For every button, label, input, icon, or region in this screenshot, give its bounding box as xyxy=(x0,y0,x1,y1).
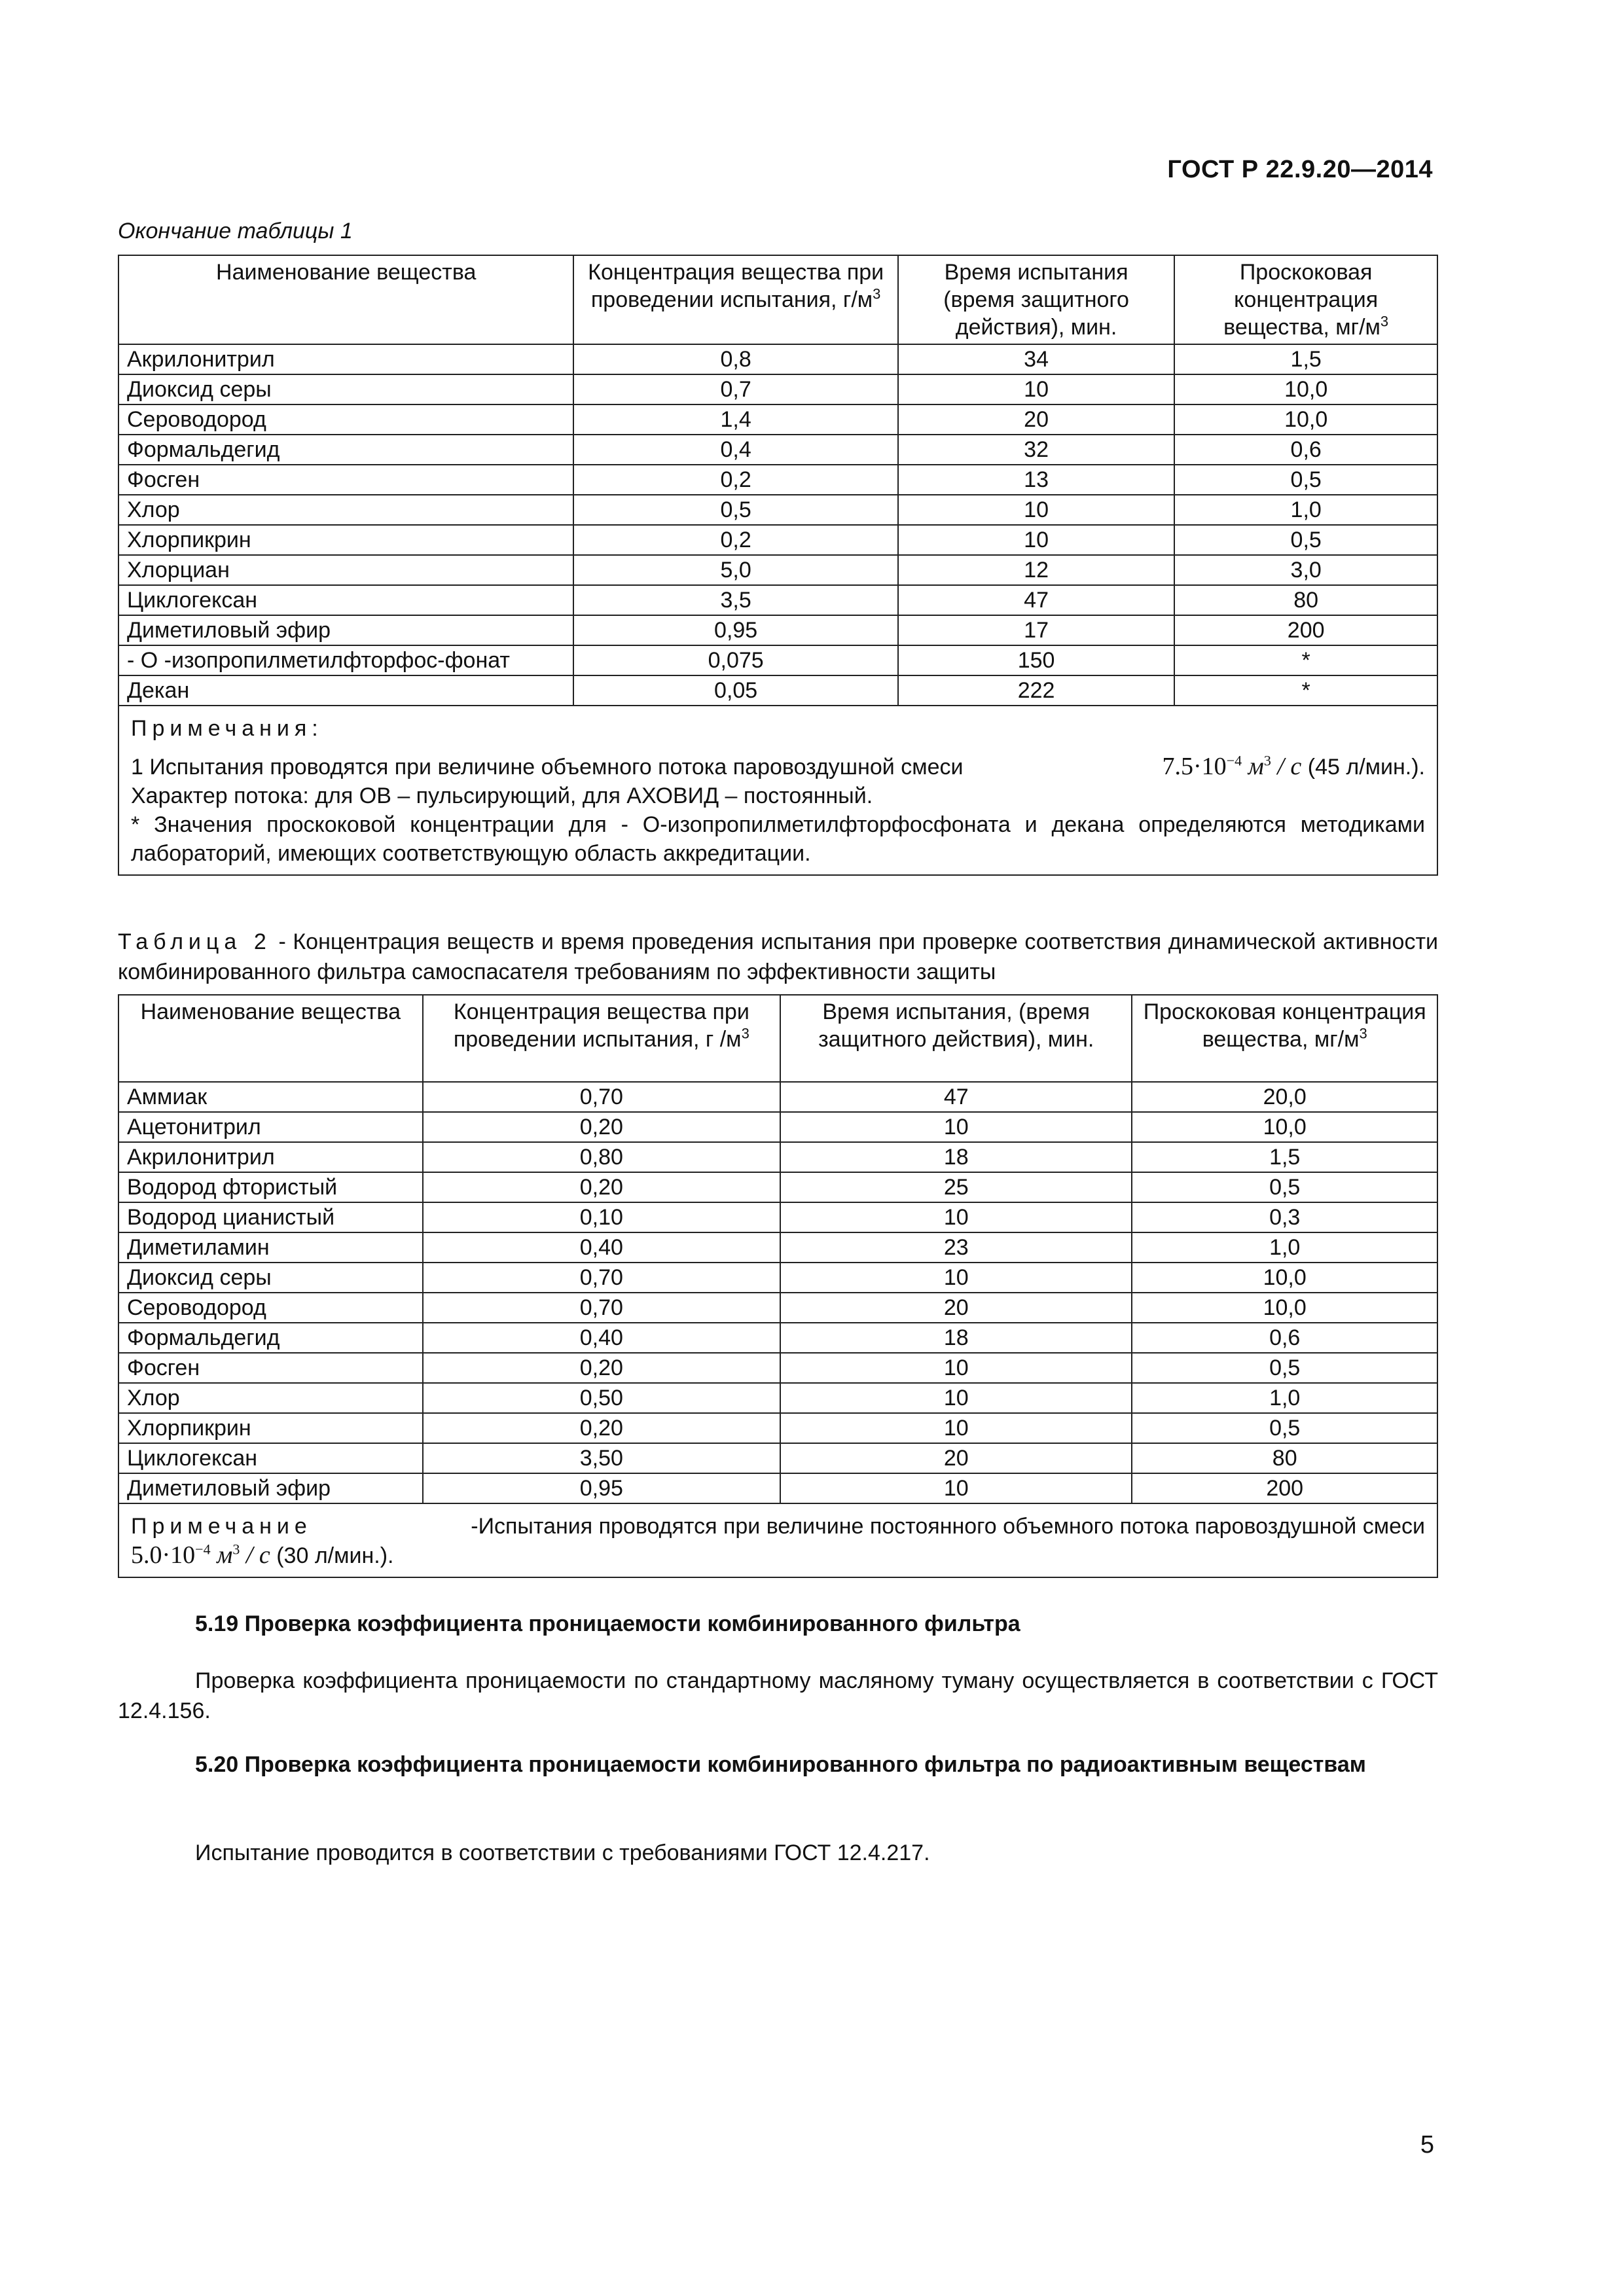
table-row xyxy=(118,404,1437,435)
table-row xyxy=(118,1202,1437,1232)
concentration-cell: 0,7 xyxy=(573,374,897,404)
substance-cell: Аммиак xyxy=(118,1082,423,1112)
substance-cell: Ацетонитрил xyxy=(118,1112,423,1142)
breakthrough-cell: * xyxy=(1174,645,1437,675)
table-row xyxy=(118,1082,1437,1112)
table-row xyxy=(118,1443,1437,1473)
substance-cell: Циклогексан xyxy=(118,1443,423,1473)
time-cell: 47 xyxy=(898,585,1174,615)
table1-notes-row xyxy=(118,706,1437,875)
table-row xyxy=(118,1353,1437,1383)
table-row xyxy=(118,435,1437,465)
table2-header-breakthrough: Проскоковая концентрация вещества, $мг/м^3$ xyxy=(1132,995,1437,1082)
time-cell: 20 xyxy=(898,404,1174,435)
substance-cell: Хлорциан xyxy=(118,555,573,585)
substance-cell: Фосген xyxy=(118,465,573,495)
table2-note-formula-line: $5.0\cdot 10^{-4}$ $м^3$ / c (30 л/мин.). xyxy=(131,1541,394,1569)
time-cell: 10 xyxy=(780,1413,1132,1443)
substance-cell: Хлор xyxy=(118,495,573,525)
concentration-cell: 0,70 xyxy=(423,1082,780,1112)
concentration-cell: 0,20 xyxy=(423,1413,780,1443)
substance-cell: Циклогексан xyxy=(118,585,573,615)
table-row xyxy=(118,1232,1437,1263)
substance-cell: Диметиламин xyxy=(118,1232,423,1263)
table-row xyxy=(118,645,1437,675)
table1-header-concentration: Концентрация вещества при проведении испытания, $г/м^3$ xyxy=(573,255,897,344)
concentration-cell: 0,10 xyxy=(423,1202,780,1232)
standard-code: ГОСТ Р 22.9.20—2014 xyxy=(1167,156,1433,183)
table1-header-breakthrough: Проскоковая концентрация вещества, $мг/м^3$ xyxy=(1174,255,1437,344)
breakthrough-cell: 200 xyxy=(1132,1473,1437,1503)
time-cell: 13 xyxy=(898,465,1174,495)
section-5-20-body: Испытание проводится в соответствии с требованиями ГОСТ 12.4.217. xyxy=(195,1840,930,1865)
substance-cell: Хлорпикрин xyxy=(118,525,573,555)
table2-header-row xyxy=(118,995,1437,1082)
concentration-cell: 0,2 xyxy=(573,525,897,555)
table1-header-time: Время испытания (время защитного действия), мин. xyxy=(898,255,1174,344)
table1-notes-title: Примечания: xyxy=(131,716,323,741)
page-number: 5 xyxy=(1420,2131,1434,2159)
table2-header-concentration: Концентрация вещества при проведении испытания, г $/м^3$ xyxy=(423,995,780,1082)
table-row xyxy=(118,1172,1437,1202)
breakthrough-cell: 0,5 xyxy=(1132,1172,1437,1202)
time-cell: 10 xyxy=(780,1353,1132,1383)
breakthrough-cell: 1,5 xyxy=(1132,1142,1437,1172)
substance-cell: Сероводород xyxy=(118,404,573,435)
table1 xyxy=(118,255,1438,876)
concentration-cell: 0,2 xyxy=(573,465,897,495)
breakthrough-cell: 10,0 xyxy=(1132,1112,1437,1142)
breakthrough-cell: 0,3 xyxy=(1132,1202,1437,1232)
time-cell: 10 xyxy=(780,1263,1132,1293)
breakthrough-cell: 10,0 xyxy=(1174,374,1437,404)
table2-caption: Таблица 2 - Концентрация веществ и время проведения испытания при проверке соответствия динамической активности комбинированного фильтра самоспасателя требованиям по эффективности защиты xyxy=(118,929,1439,984)
time-cell: 10 xyxy=(780,1383,1132,1413)
substance-cell: Хлорпикрин xyxy=(118,1413,423,1443)
breakthrough-cell: 0,6 xyxy=(1132,1323,1437,1353)
substance-cell: Сероводород xyxy=(118,1293,423,1323)
time-cell: 150 xyxy=(898,645,1174,675)
substance-cell: Акрилонитрил xyxy=(118,1142,423,1172)
breakthrough-cell: 10,0 xyxy=(1174,404,1437,435)
table-row xyxy=(118,615,1437,645)
concentration-cell: 0,95 xyxy=(573,615,897,645)
table1-header-substance: Наименование вещества xyxy=(118,255,573,344)
breakthrough-cell: 10,0 xyxy=(1132,1263,1437,1293)
time-cell: 10 xyxy=(780,1202,1132,1232)
time-cell: 47 xyxy=(780,1082,1132,1112)
time-cell: 10 xyxy=(898,374,1174,404)
concentration-cell: 1,4 xyxy=(573,404,897,435)
table-row xyxy=(118,1413,1437,1443)
table-row xyxy=(118,675,1437,706)
table-row xyxy=(118,374,1437,404)
table2-header-time: Время испытания, (время защитного действия), мин. xyxy=(780,995,1132,1082)
substance-cell: Диоксид серы xyxy=(118,374,573,404)
table2-note-row xyxy=(118,1503,1437,1577)
time-cell: 222 xyxy=(898,675,1174,706)
concentration-cell: 0,70 xyxy=(423,1293,780,1323)
section-5-19-title: 5.19 Проверка коэффициента проницаемости комбинированного фильтра xyxy=(195,1611,1020,1636)
flow-formula-1: $7.5\cdot 10^{-4}$ $м^3$ / c xyxy=(1162,752,1302,780)
table-row xyxy=(118,465,1437,495)
table1-caption: Окончание таблицы 1 xyxy=(118,219,353,243)
breakthrough-cell: 1,0 xyxy=(1132,1383,1437,1413)
substance-cell: Диоксид серы xyxy=(118,1263,423,1293)
breakthrough-cell: 0,5 xyxy=(1174,465,1437,495)
time-cell: 18 xyxy=(780,1323,1132,1353)
table-row xyxy=(118,525,1437,555)
concentration-cell: 0,50 xyxy=(423,1383,780,1413)
substance-cell: - О -изопропилметилфторфос-фонат xyxy=(118,645,573,675)
time-cell: 34 xyxy=(898,344,1174,374)
substance-cell: Диметиловый эфир xyxy=(118,615,573,645)
substance-cell: Акрилонитрил xyxy=(118,344,573,374)
concentration-cell: 0,4 xyxy=(573,435,897,465)
table-row xyxy=(118,585,1437,615)
concentration-cell: 0,8 xyxy=(573,344,897,374)
breakthrough-cell: 20,0 xyxy=(1132,1082,1437,1112)
substance-cell: Водород цианистый xyxy=(118,1202,423,1232)
breakthrough-cell: 200 xyxy=(1174,615,1437,645)
concentration-cell: 0,20 xyxy=(423,1172,780,1202)
breakthrough-cell: 1,5 xyxy=(1174,344,1437,374)
substance-cell: Декан xyxy=(118,675,573,706)
time-cell: 10 xyxy=(898,495,1174,525)
breakthrough-cell: 0,5 xyxy=(1174,525,1437,555)
concentration-cell: 0,40 xyxy=(423,1323,780,1353)
table1-note3: * Значения проскоковой концентрации для - О-изопропилметилфторфосфоната и декана определяются методиками лабораторий, имеющих соответствующую область аккредитации. xyxy=(131,812,1425,866)
table2 xyxy=(118,994,1438,1578)
substance-cell: Формальдегид xyxy=(118,1323,423,1353)
time-cell: 17 xyxy=(898,615,1174,645)
table-row xyxy=(118,1142,1437,1172)
concentration-cell: 0,05 xyxy=(573,675,897,706)
breakthrough-cell: 1,0 xyxy=(1174,495,1437,525)
concentration-cell: 0,70 xyxy=(423,1263,780,1293)
table1-note2: Характер потока: для ОВ – пульсирующий, для АХОВИД – постоянный. xyxy=(131,783,873,808)
concentration-cell: 0,40 xyxy=(423,1232,780,1263)
table1-header-row xyxy=(118,255,1437,344)
table-row xyxy=(118,1383,1437,1413)
time-cell: 10 xyxy=(780,1473,1132,1503)
table1-notes xyxy=(118,706,1437,875)
time-cell: 23 xyxy=(780,1232,1132,1263)
substance-cell: Фосген xyxy=(118,1353,423,1383)
section-5-19-body: Проверка коэффициента проницаемости по стандартному масляному туману осуществляется в соответствии с ГОСТ 12.4.156. xyxy=(118,1668,1438,1723)
breakthrough-cell: 0,6 xyxy=(1174,435,1437,465)
breakthrough-cell: 3,0 xyxy=(1174,555,1437,585)
substance-cell: Водород фтористый xyxy=(118,1172,423,1202)
time-cell: 20 xyxy=(780,1293,1132,1323)
table2-note-label: Примечание xyxy=(131,1514,312,1539)
time-cell: 32 xyxy=(898,435,1174,465)
breakthrough-cell: 80 xyxy=(1174,585,1437,615)
table-row xyxy=(118,495,1437,525)
concentration-cell: 0,80 xyxy=(423,1142,780,1172)
concentration-cell: 0,075 xyxy=(573,645,897,675)
concentration-cell: 3,50 xyxy=(423,1443,780,1473)
table2-header-substance: Наименование вещества xyxy=(118,995,423,1082)
breakthrough-cell: 0,5 xyxy=(1132,1353,1437,1383)
time-cell: 25 xyxy=(780,1172,1132,1202)
breakthrough-cell: 80 xyxy=(1132,1443,1437,1473)
breakthrough-cell: 0,5 xyxy=(1132,1413,1437,1443)
table-row xyxy=(118,1293,1437,1323)
table-row xyxy=(118,1323,1437,1353)
table-row xyxy=(118,1112,1437,1142)
breakthrough-cell: * xyxy=(1174,675,1437,706)
concentration-cell: 0,20 xyxy=(423,1112,780,1142)
table1-note1: 1 Испытания проводятся при величине объемного потока паровоздушной смеси $7.5\cdot 10^{-4}$ $м^3$ / c (45 л/мин.). xyxy=(131,752,1425,780)
substance-cell: Диметиловый эфир xyxy=(118,1473,423,1503)
table-row xyxy=(118,344,1437,374)
concentration-cell: 0,5 xyxy=(573,495,897,525)
concentration-cell: 0,95 xyxy=(423,1473,780,1503)
time-cell: 18 xyxy=(780,1142,1132,1172)
table-row xyxy=(118,1473,1437,1503)
table-row xyxy=(118,1263,1437,1293)
concentration-cell: 5,0 xyxy=(573,555,897,585)
flow-formula-2: $5.0\cdot 10^{-4}$ $м^3$ / c xyxy=(131,1541,270,1569)
substance-cell: Формальдегид xyxy=(118,435,573,465)
substance-cell: Хлор xyxy=(118,1383,423,1413)
breakthrough-cell: 1,0 xyxy=(1132,1232,1437,1263)
concentration-cell: 3,5 xyxy=(573,585,897,615)
table2-note xyxy=(118,1503,1437,1577)
section-5-20-title: 5.20 Проверка коэффициента проницаемости комбинированного фильтра по радиоактивным веществам xyxy=(195,1752,1366,1777)
table2-note-text: -Испытания проводятся при величине постоянного объемного потока паровоздушной смеси xyxy=(471,1514,1425,1539)
time-cell: 20 xyxy=(780,1443,1132,1473)
breakthrough-cell: 10,0 xyxy=(1132,1293,1437,1323)
time-cell: 10 xyxy=(898,525,1174,555)
table-row xyxy=(118,555,1437,585)
concentration-cell: 0,20 xyxy=(423,1353,780,1383)
time-cell: 12 xyxy=(898,555,1174,585)
time-cell: 10 xyxy=(780,1112,1132,1142)
